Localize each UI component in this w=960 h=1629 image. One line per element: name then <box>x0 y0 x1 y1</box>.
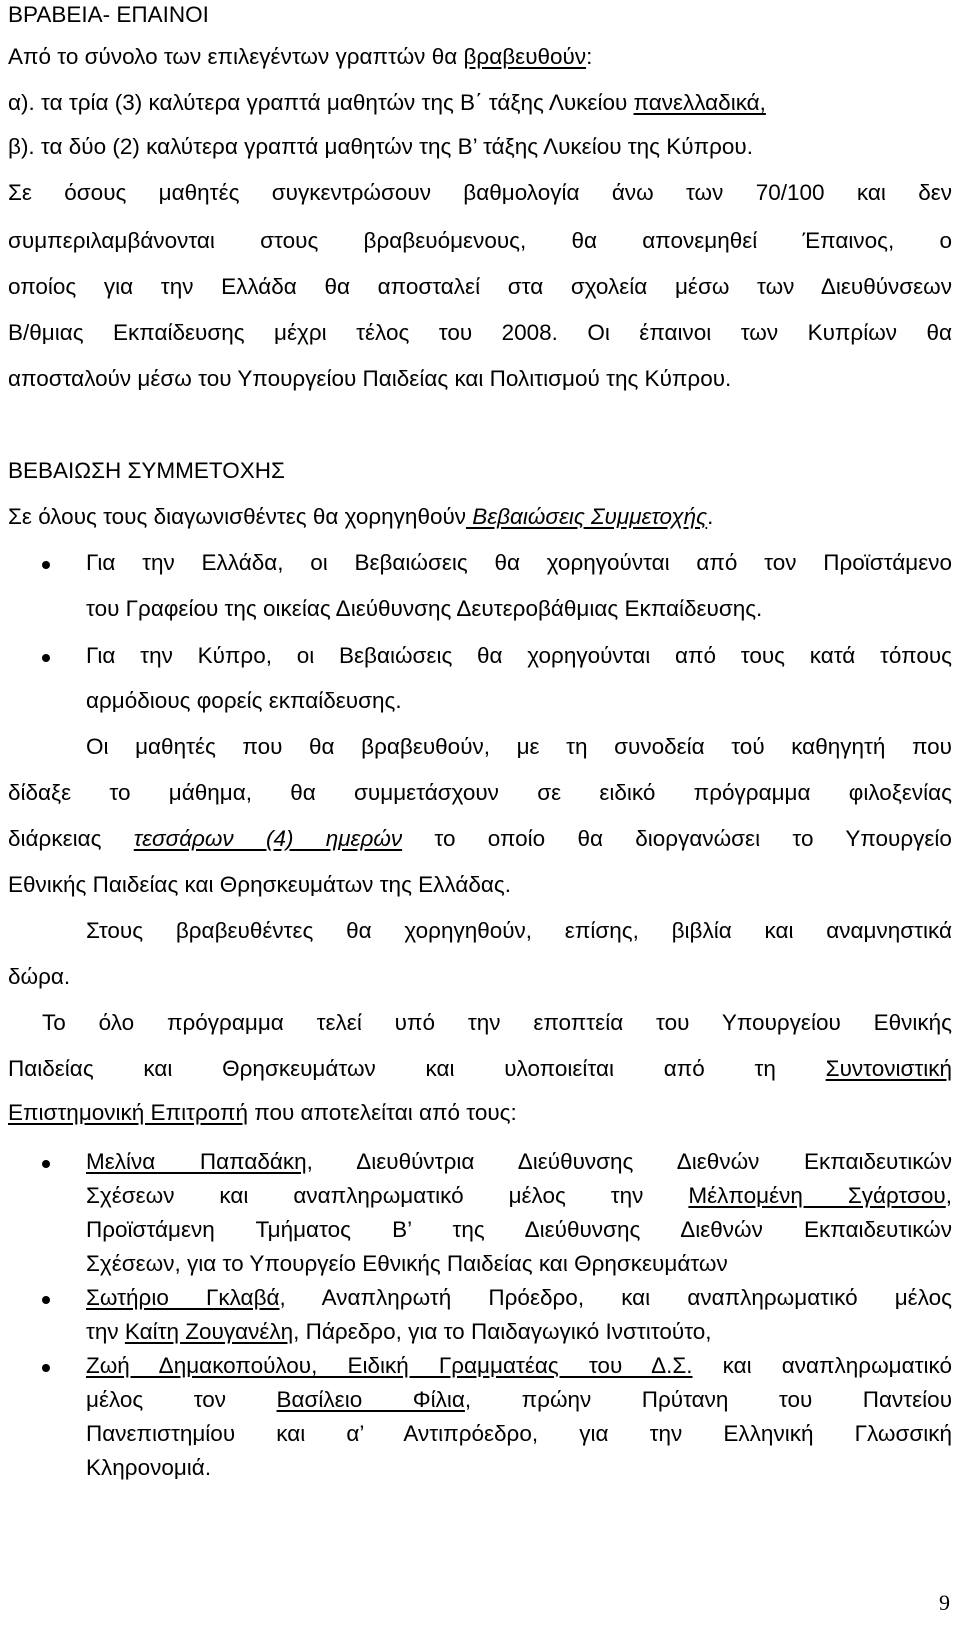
program-line: Το όλο πρόγραμμα τελεί υπό την εποπτεία του Υπουργείου Εθνικής <box>42 1010 952 1035</box>
member-line <box>86 1185 952 1208</box>
bullet-icon <box>42 654 50 662</box>
awards-intro-underlined: βραβευθούν <box>463 44 587 69</box>
member-line <box>86 1321 952 1344</box>
member-line: Σχέσεων, για το Υπουργείο Εθνικής Παιδείας και Θρησκευμάτων <box>86 1251 728 1276</box>
member-text: την <box>86 1319 125 1344</box>
member-line: Κληρονομιά. <box>86 1455 212 1480</box>
award-item-b-bold: β). τα δύο (2) καλύτερα <box>8 134 238 159</box>
member-line <box>86 1151 952 1174</box>
program-text: που αποτελείται από τους: <box>248 1100 517 1125</box>
member-text: , Πάρεδρο, για το Παιδαγωγικό Ινστιτούτο, <box>293 1319 712 1344</box>
award-item-a <box>8 92 952 115</box>
bullet-icon <box>42 561 50 569</box>
heading-awards-text: ΒΡΑΒΕΙΑ- ΕΠΑΙΝΟΙ <box>8 2 209 27</box>
awards-intro <box>8 46 952 69</box>
participation-bullet-line: Για την Κύπρο, οι Βεβαιώσεις θα χορηγούνται από τους κατά τόπους <box>86 643 952 668</box>
praise-line: οποίος για την Ελλάδα θα αποσταλεί στα σχολεία μέσω των Διευθύνσεων <box>8 274 952 299</box>
member-line: Πανεπιστημίου και α’ Αντιπρόεδρο, για την Ελληνική Γλωσσική <box>86 1421 952 1446</box>
member-text: , Διευθύντρια Διεύθυνσης Διεθνών Εκπαιδευτικών <box>306 1149 952 1174</box>
page-number: 9 <box>939 1590 950 1615</box>
member-text: , Αναπληρωτή Πρόεδρο, και αναπληρωματικό μέλος <box>279 1285 952 1310</box>
praise-line: αποσταλούν μέσω του Υπουργείου Παιδείας και Πολιτισμού της Κύπρου. <box>8 366 732 391</box>
participation-text: Σε όλους τους διαγωνισθέντες θα χορηγηθούν <box>8 504 467 529</box>
award-item-a-text: μαθητών της Β΄ τάξης Λυκείου <box>320 90 634 115</box>
participation-period: . <box>707 504 714 529</box>
awards-intro-text: Από το σύνολο των επιλεγέντων γραπτών θα <box>8 44 464 69</box>
heading-participation: ΒΕΒΑΙΩΣΗ ΣΥΜΜΕΤΟΧΗΣ <box>8 458 285 483</box>
member-text: Σχέσεων και αναπληρωματικό μέλος την <box>86 1183 689 1208</box>
gifts-line: Στους βραβευθέντες θα χορηγηθούν, επίσης, βιβλία και αναμνηστικά <box>86 918 952 943</box>
students-line: Οι μαθητές που θα βραβευθούν, με τη συνοδεία τού καθηγητή που <box>86 734 952 759</box>
praise-line: Σε όσους μαθητές συγκεντρώσουν βαθμολογία άνω των 70/100 και δεν <box>8 180 952 205</box>
award-item-b-bold-2: Β’ τάξης Λυκείου της Κύπρου. <box>457 134 753 159</box>
awards-intro-colon: : <box>586 44 593 69</box>
students-line-mixed <box>8 828 952 851</box>
member-text: , <box>945 1183 953 1208</box>
praise-line: Β/θμιας Εκπαίδευσης μέχρι τέλος του 2008. Οι έπαινοι των Κυπρίων θα <box>8 320 952 345</box>
students-text: διάρκειας <box>8 826 102 851</box>
award-item-a-underlined: πανελλαδικά, <box>633 90 766 115</box>
member-name: Καίτη Ζουγανέλη <box>124 1319 294 1344</box>
member-name: Σωτήριο Γκλαβά <box>86 1285 280 1310</box>
program-line-mixed <box>8 1058 952 1081</box>
students-line: δίδαξε το μάθημα, θα συμμετάσχουν σε ειδικό πρόγραμμα φιλοξενίας <box>8 780 952 805</box>
students-line: Εθνικής Παιδείας και Θρησκευμάτων της Ελλάδας. <box>8 872 511 897</box>
member-text: και αναπληρωματικό <box>692 1353 952 1378</box>
program-underlined: Επιστημονική Επιτροπή <box>8 1100 249 1125</box>
member-line: Προϊστάμενη Τμήματος Β’ της Διεύθυνσης Διεθνών Εκπαιδευτικών <box>86 1217 952 1242</box>
award-item-b <box>8 136 952 159</box>
program-text: Παιδείας και Θρησκευμάτων και υλοποιείται από τη <box>8 1056 776 1081</box>
member-name: Ζωή Δημακοπούλου, Ειδική Γραμματέας του Δ.Σ. <box>86 1353 693 1378</box>
member-name: Βασίλειο Φίλια <box>276 1387 465 1412</box>
program-underlined: Συντονιστική <box>825 1056 952 1081</box>
participation-bullet-line: Για την Ελλάδα, οι Βεβαιώσεις θα χορηγούνται από τον Προϊστάμενο <box>86 550 952 575</box>
program-line-mixed <box>8 1102 952 1125</box>
member-line <box>86 1355 952 1378</box>
bullet-icon <box>42 1160 50 1168</box>
gifts-line: δώρα. <box>8 964 71 989</box>
participation-intro <box>8 506 952 529</box>
participation-emphasis: Βεβαιώσεις Συμμετοχής <box>466 504 708 529</box>
students-emphasis: τεσσάρων (4) ημερών <box>133 826 403 851</box>
award-item-b-text: γραπτά μαθητών της <box>237 134 458 159</box>
member-text: μέλος τον <box>86 1387 277 1412</box>
heading-awards <box>8 4 952 27</box>
bullet-icon <box>42 1364 50 1372</box>
member-line <box>86 1287 952 1310</box>
member-line <box>86 1389 952 1412</box>
award-item-a-bold: α). τα τρία (3) καλύτερα γραπτά <box>8 90 321 115</box>
bullet-icon <box>42 1296 50 1304</box>
praise-line: συμπεριλαμβάνονται στους βραβευόμενους, θα απονεμηθεί Έπαινος, ο <box>8 228 952 253</box>
member-name: Μέλπομένη Σγάρτσου <box>688 1183 946 1208</box>
member-text: , πρώην Πρύτανη του Παντείου <box>464 1387 952 1412</box>
students-text: το οποίο θα διοργανώσει το Υπουργείο <box>434 826 952 851</box>
participation-bullet-line: του Γραφείου της οικείας Διεύθυνσης Δευτεροβάθμιας Εκπαίδευσης. <box>86 596 763 621</box>
member-name: Μελίνα Παπαδάκη <box>86 1149 307 1174</box>
participation-bullet-line: αρμόδιους φορείς εκπαίδευσης. <box>86 688 402 713</box>
